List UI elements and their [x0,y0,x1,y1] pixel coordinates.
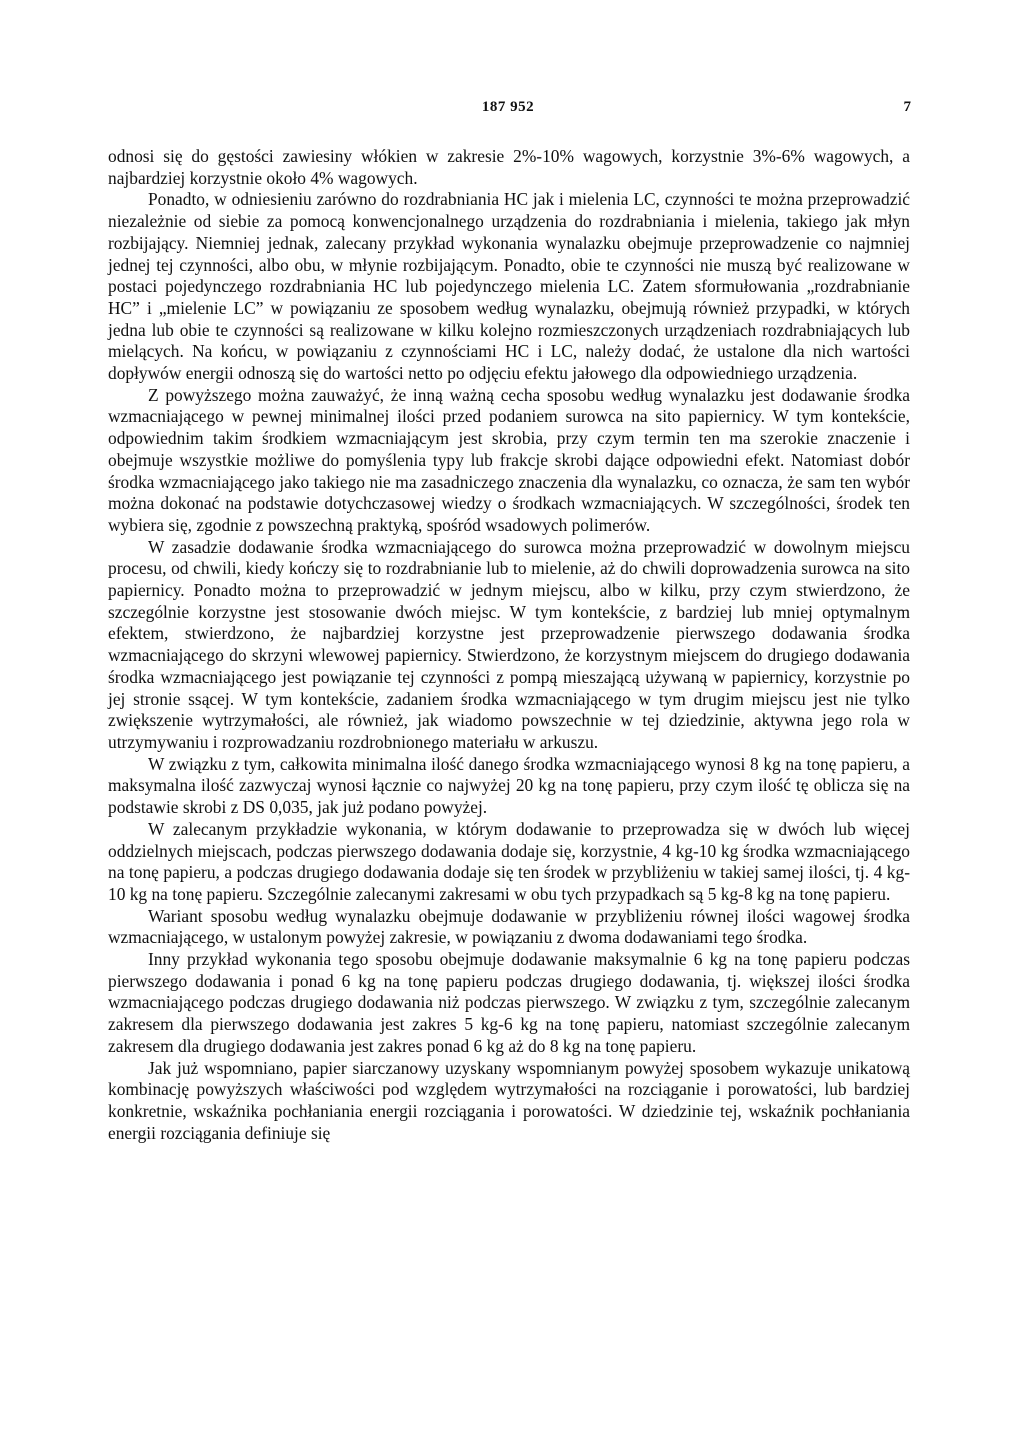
paragraph: odnosi się do gęstości zawiesiny włókien w zakresie 2%-10% wagowych, korzystnie 3%-6% wagowych, a najbardziej korzystnie około 4% wagowych. [108,146,910,188]
paragraph: Wariant sposobu według wynalazku obejmuje dodawanie w przybliżeniu równej ilości wagowej środka wzmacniającego, w ustalonym powyżej zakresie, w powiązaniu z dwoma dodawaniami tego środka. [108,905,910,948]
page-header [108,99,911,121]
paragraph: W zalecanym przykładzie wykonania, w którym dodawanie to przeprowadza się w dwóch lub więcej oddzielnych miejscach, podczas pierwszego dodawania dodaje się, korzystnie, 4 kg-10 kg środka wzmacniającego na tonę papieru, a podczas drugiego dodawania dodaje się ten środek w przybliżeniu w takiej samej ilości, tj. 4 kg-10 kg na tonę papieru. Szczególnie zalecanymi zakresami w obu tych przypadkach są 5 kg-8 kg na tonę papieru. [108,818,910,904]
paragraph: Jak już wspomniano, papier siarczanowy uzyskany wspomnianym powyżej sposobem wykazuje unikatową kombinację powyższych właściwości pod względem wytrzymałości na rozciąganie i porowatości, lub bardziej konkretnie, wskaźnika pochłaniania energii rozciągania i porowatości. W dziedzinie tej, wskaźnik pochłaniania energii rozciągania definiuje się [108,1057,910,1143]
document-body [108,146,910,1144]
page-number: 7 [903,99,911,115]
paragraph: Z powyższego można zauważyć, że inną ważną cecha sposobu według wynalazku jest dodawanie środka wzmacniającego w pewnej minimalnej ilości przed podaniem surowca na sito papiernicy. W tym kontekście, odpowiednim takim środkiem wzmacniającym jest skrobia, przy czym termin ten ma szerokie znaczenie i obejmuje wszystkie możliwe do pomyślenia typy lub frakcje skrobi dające odpowiedni efekt. Natomiast dobór środka wzmacniającego jako takiego nie ma zasadniczego znaczenia dla wynalazku, co oznacza, że sam ten wybór można dokonać na podstawie dotychczasowej wiedzy o środkach wzmacniających. W szczególności, środek ten wybiera się, zgodnie z powszechną praktyką, spośród wsadowych polimerów. [108,384,910,535]
paragraph: W związku z tym, całkowita minimalna ilość danego środka wzmacniającego wynosi 8 kg na tonę papieru, a maksymalna ilość zazwyczaj wynosi łącznie co najwyżej 20 kg na tonę papieru, przy czym ilość tę oblicza się na podstawie skrobi z DS 0,035, jak już podano powyżej. [108,753,910,818]
patent-number: 187 952 [481,99,535,115]
paragraph: Ponadto, w odniesieniu zarówno do rozdrabniania HC jak i mielenia LC, czynności te można przeprowadzić niezależnie od siebie za pomocą konwencjonalnego urządzenia do rozdrabniania i mielenia, takiego jak młyn rozbijający. Niemniej jednak, zalecany przykład wykonania wynalazku obejmuje przeprowadzenie co najmniej jednej tej czynności, albo obu, w młynie rozbijającym. Ponadto, obie te czynności nie muszą być realizowane w postaci pojedynczego rozdrabniania HC lub pojedynczego mielenia LC. Zatem sformułowania „rozdrabnianie HC” i „mielenie LC” w powiązaniu ze sposobem według wynalazku, obejmują również przypadki, w których jedna lub obie te czynności są realizowane w kilku kolejno rozmieszczonych urządzeniach rozdrabniających lub mielących. Na końcu, w powiązaniu z czynnościami HC i LC, należy dodać, że ustalone dla nich wartości dopływów energii odnoszą się do wartości netto po odjęciu efektu jałowego dla odpowiedniego urządzenia. [108,189,910,384]
paragraph: W zasadzie dodawanie środka wzmacniającego do surowca można przeprowadzić w dowolnym miejscu procesu, od chwili, kiedy kończy się to rozdrabnianie lub to mielenie, aż do chwili doprowadzenia surowca na sito papiernicy. Ponadto można to przeprowadzić w jednym miejscu, albo w kilku, przy czym stwierdzono, że szczególnie korzystne jest stosowanie dwóch miejsc. W tym kontekście, z bardziej lub mniej optymalnym efektem, stwierdzono, że najbardziej korzystne jest przeprowadzenie pierwszego dodawania środka wzmacniającego do skrzyni wlewowej papiernicy. Stwierdzono, że korzystnym miejscem do drugiego dodawania środka wzmacniającego jest powiązanie tej czynności z pompą mieszającą używaną w papiernicy, korzystnie po jej stronie ssącej. W tym kontekście, zadaniem środka wzmacniającego w tym drugim miejscu jest nie tylko zwiększenie wytrzymałości, ale również, jak wiadomo powszechnie w tej dziedzinie, aktywna jego rola w utrzymywaniu i rozprowadzaniu rozdrobnionego materiału w arkuszu. [108,536,910,752]
paragraph: Inny przykład wykonania tego sposobu obejmuje dodawanie maksymalnie 6 kg na tonę papieru podczas pierwszego dodawania i ponad 6 kg na tonę papieru podczas drugiego dodawania, tj. większej ilości środka wzmacniającego podczas drugiego dodawania niż podczas pierwszego. W związku z tym, szczególnie zalecanym zakresem dla pierwszego dodawania jest zakres 5 kg-6 kg na tonę papieru, natomiast szczególnie zalecanym zakresem dla drugiego dodawania jest zakres ponad 6 kg aż do 8 kg na tonę papieru. [108,949,910,1056]
